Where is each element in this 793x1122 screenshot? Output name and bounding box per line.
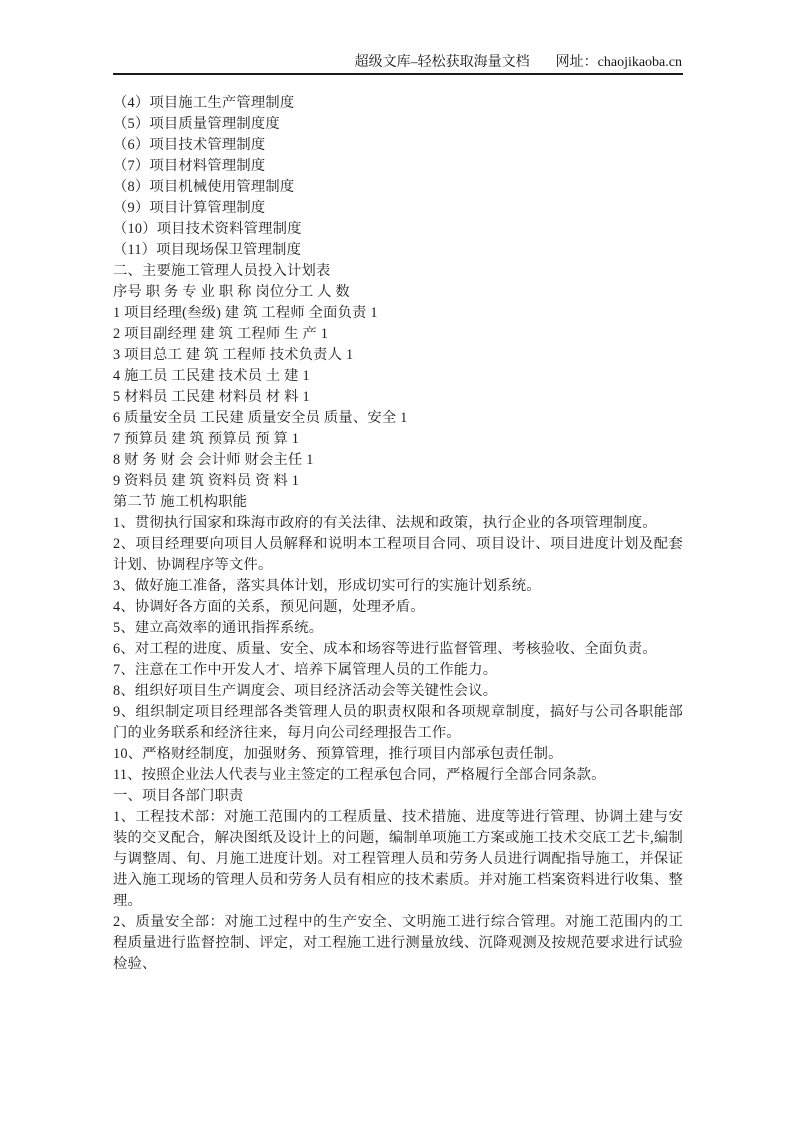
section-two-item: 5、建立高效率的通讯指挥系统。: [113, 620, 324, 636]
section-two-title: 第二节 施工机构职能: [113, 494, 248, 510]
section-two-item: 10、严格财经制度，加强财务、预算管理，推行项目内部承包责任制。: [113, 746, 563, 762]
section-two-item: 2、项目经理要向项目人员解释和说明本工程项目合同、项目设计、项目进度计划及配套计划、协调程序等文件。: [113, 536, 683, 573]
personnel-table-row: 4 施工员 工民建 技术员 土 建 1: [113, 368, 310, 384]
section-two-item: 11、按照企业法人代表与业主签定的工程承包合同，严格履行全部合同条款。: [113, 767, 606, 783]
section-two-item: 4、协调好各方面的关系，预见问题，处理矛盾。: [113, 599, 425, 615]
section-two-item: 6、对工程的进度、质量、安全、成本和场容等进行监督管理、考核验收、全面负责。: [113, 641, 657, 657]
header-url-prefix: 网址：: [555, 55, 598, 70]
management-system-list: [113, 93, 683, 261]
section-two-item: 8、组织好项目生产调度会、项目经济活动会等关键性会议。: [113, 683, 498, 699]
document-body: [113, 93, 683, 975]
system-list-item: （9）项目计算管理制度: [113, 200, 266, 216]
system-list-item: （10）项目技术资料管理制度: [113, 221, 302, 237]
section-two-duties: [113, 492, 683, 786]
header-divider-line: [113, 73, 683, 75]
department-duty-paragraph: 1、工程技术部：对施工范围内的工程质量、技术措施、进度等进行管理、协调土建与安装的交叉配合，解决图纸及设计上的问题，编制单项施工方案或施工技术交底工艺卡,编制与调整周、旬、月施工进度计划。对工程管理人员和劳务人员进行调配指导施工，并保证进入施工现场的管理人员和劳务人员有相应的技术素质。并对施工档案资料进行收集、整理。: [113, 809, 683, 909]
department-duties-items: [113, 807, 683, 975]
department-duties-section: [113, 786, 683, 975]
watermark-header: [355, 54, 682, 71]
personnel-table-row: 6 质量安全员 工民建 质量安全员 质量、安全 1: [113, 410, 408, 426]
section-two-item: 3、做好施工准备，落实具体计划，形成切实可行的实施计划系统。: [113, 578, 541, 594]
personnel-table-row: 8 财 务 财 会 会计师 财会主任 1: [113, 452, 314, 468]
header-url: chaojikaoba.cn: [597, 55, 682, 70]
personnel-plan-section: [113, 261, 683, 492]
section-two-item: 1、贯彻执行国家和珠海市政府的有关法律、法规和政策，执行企业的各项管理制度。: [113, 515, 657, 531]
department-duty-paragraph: 2、质量安全部：对施工过程中的生产安全、文明施工进行综合管理。对施工范围内的工程质量进行监督控制、评定，对工程施工进行测量放线、沉降观测及按规范要求进行试验检验、: [113, 914, 683, 972]
personnel-table-header-row: 序号 职 务 专 业 职 称 岗位分工 人 数: [113, 284, 350, 300]
personnel-table-row: 5 材料员 工民建 材料员 材 料 1: [113, 389, 310, 405]
personnel-table-row: 7 预算员 建 筑 预算员 预 算 1: [113, 431, 300, 447]
personnel-table-row: 3 项目总工 建 筑 工程师 技术负责人 1: [113, 347, 354, 363]
header-site-label: 超级文库–轻松获取海量文档: [354, 55, 530, 70]
personnel-table-row: 2 项目副经理 建 筑 工程师 生 产 1: [113, 326, 329, 342]
section-two-item: 9、组织制定项目经理部各类管理人员的职责权限和各项规章制度，搞好与公司各职能部门的业务联系和经济往来，每月向公司经理报告工作。: [113, 704, 683, 741]
section-two-items: [113, 513, 683, 786]
personnel-plan-title: 二、主要施工管理人员投入计划表: [113, 263, 331, 279]
department-duties-title: 一、项目各部门职责: [113, 788, 244, 804]
system-list-item: （11）项目现场保卫管理制度: [113, 242, 302, 258]
system-list-item: （4）项目施工生产管理制度: [113, 95, 295, 111]
section-two-item: 7、注意在工作中开发人才、培养下属管理人员的工作能力。: [113, 662, 498, 678]
system-list-item: （5）项目质量管理制度度: [113, 116, 280, 132]
personnel-table-row: 1 项目经理(叁级) 建 筑 工程师 全面负责 1: [113, 305, 378, 321]
system-list-item: （7）项目材料管理制度: [113, 158, 266, 174]
personnel-table-row: 9 资料员 建 筑 资料员 资 料 1: [113, 473, 300, 489]
system-list-item: （6）项目技术管理制度: [113, 137, 266, 153]
personnel-table-rows: [113, 303, 683, 492]
system-list-item: （8）项目机械使用管理制度: [113, 179, 295, 195]
